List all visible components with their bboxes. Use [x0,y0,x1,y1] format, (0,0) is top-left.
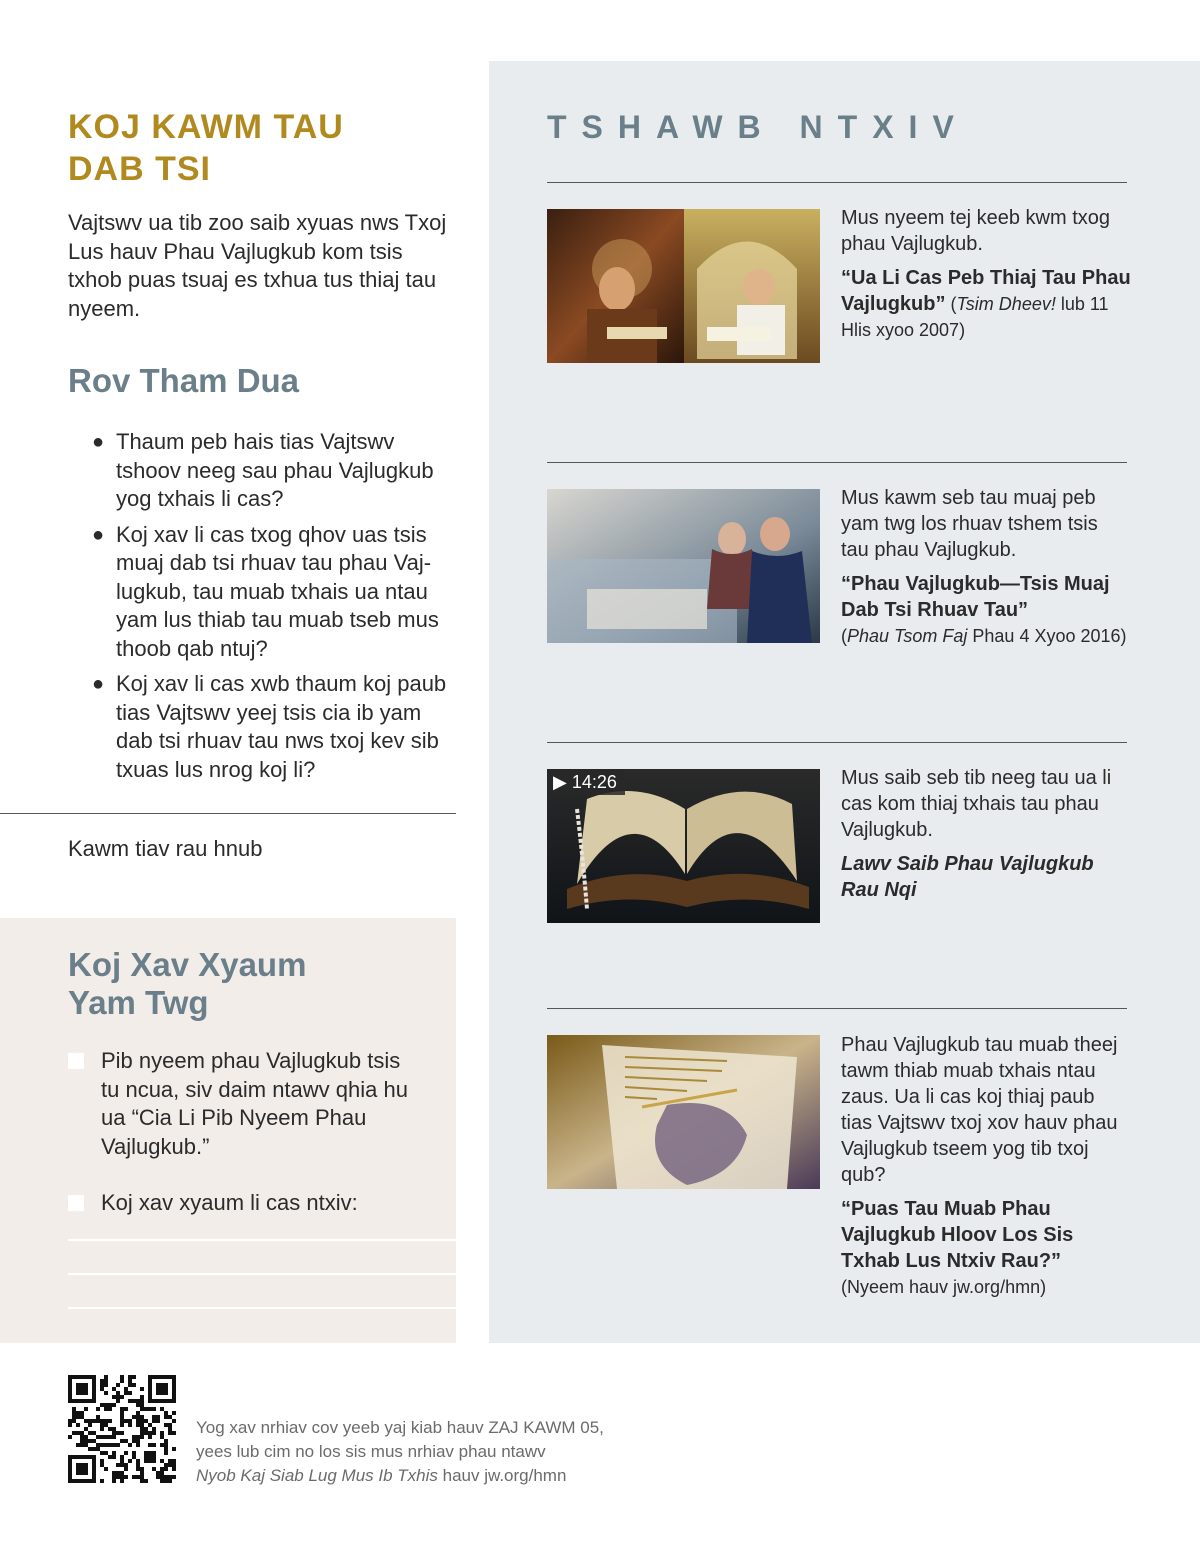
qr-module [156,1471,160,1475]
qr-module [84,1435,88,1439]
source-publication: Tsim Dheev! [956,294,1056,314]
qr-module [92,1419,96,1423]
qr-module [88,1419,92,1423]
qr-module [120,1439,124,1443]
qr-module [152,1407,156,1411]
qr-module [96,1419,100,1423]
article-title[interactable]: “Phau Vajlugkub—Tsis Muaj Dab Tsi Rhuav Tau” [841,573,1110,621]
qr-module [172,1463,176,1467]
qr-module [152,1415,156,1419]
source-issue: lub 11 Hlis xyoo 2007) [841,294,1109,340]
qr-module [148,1431,152,1435]
footer-line: yees lub cim no los sis mus nrhiav phau ntawv [196,1442,546,1461]
entry-description: Phau Vajlugkub tau muab theej tawm thiab muab txhais ntau zaus. Ua li cas koj thiaj paub tias Vajtswv txoj xov hauv phau Vajlugkub tseem yog tib txoj qub? [841,1034,1118,1186]
qr-module [68,1423,72,1427]
qr-module [100,1435,104,1439]
qr-module [120,1479,124,1483]
entry-text [841,205,1131,343]
qr-module [68,1419,72,1423]
practice-item[interactable] [68,1047,408,1161]
qr-module [116,1395,120,1399]
qr-module [108,1403,112,1407]
footer-line [196,1464,716,1488]
qr-module [140,1475,144,1479]
qr-module [104,1407,108,1411]
qr-module [164,1451,168,1455]
qr-module [76,1431,80,1435]
practice-item[interactable] [68,1189,408,1218]
book-title: Nyob Kaj Siab Lug Mus Ib Txhis [196,1466,438,1485]
qr-module [136,1435,140,1439]
qr-module [92,1431,96,1435]
qr-module [104,1467,108,1471]
date-divider [0,813,456,814]
qr-module [116,1443,120,1447]
qr-module [140,1467,144,1471]
qr-module [96,1447,100,1451]
qr-module [144,1431,148,1435]
qr-module [124,1475,128,1479]
qr-module [128,1383,132,1387]
footer-site: hauv jw.org/hmn [437,1466,567,1485]
qr-module [84,1419,88,1423]
article-title[interactable]: “Ua Li Cas Peb Thiaj Tau Phau Vajlugkub” [841,267,1131,315]
qr-module [120,1475,124,1479]
qr-module [92,1439,96,1443]
hand-writing-image[interactable] [547,1035,820,1189]
qr-module [116,1391,120,1395]
qr-module [108,1435,112,1439]
qr-module [172,1431,176,1435]
qr-module [140,1403,144,1407]
practice-heading: Koj Xav Xyaum Yam Twg [68,946,307,1021]
qr-module [128,1459,132,1463]
source-publication: Phau Tsom Faj [847,626,968,646]
qr-module [136,1403,140,1407]
qr-module [160,1479,164,1483]
qr-module [112,1455,116,1459]
qr-module [128,1423,132,1427]
practice-item-label: Koj xav xyaum li cas ntxiv: [101,1190,358,1215]
qr-module [108,1407,112,1411]
qr-module [108,1427,112,1431]
qr-module [124,1467,128,1471]
source-issue: Phau 4 Xyoo 2016) [967,626,1127,646]
qr-module [88,1447,92,1451]
qr-module [116,1463,120,1467]
qr-module [84,1407,88,1411]
qr-module [160,1459,164,1463]
qr-module [100,1427,104,1431]
qr-module [80,1439,84,1443]
qr-module [84,1443,88,1447]
video-title[interactable]: Lawv Saib Phau Vajlugkub Rau Nqi [841,853,1094,901]
list-item [92,428,452,514]
qr-module [112,1435,116,1439]
entry-description: Mus saib seb tib neeg tau ua li cas kom thiaj txhais tau phau Vajlugkub. [841,767,1112,841]
entry-reference[interactable] [841,571,1131,649]
review-question: Koj xav li cas xwb thaum koj paub tias Vajtswv yeej tsis cia ib yam dab tsi rhuav tau nws txoj kev sib txuas lus nrog koj li? [116,671,447,782]
research-title: TSHAWB NTXIV [547,109,969,145]
qr-module [148,1443,152,1447]
qr-module [140,1415,144,1419]
qr-module [100,1459,104,1463]
qr-module [116,1383,120,1387]
qr-module [136,1439,140,1443]
qr-module [168,1431,172,1435]
qr-module [104,1451,108,1455]
qr-module [172,1447,176,1451]
qr-module [160,1467,164,1471]
qr-module [164,1423,168,1427]
list-item [92,670,452,784]
review-questions [92,428,452,791]
qr-module [112,1479,116,1483]
qr-module [136,1411,140,1415]
qr-module [116,1431,120,1435]
qr-module [168,1479,172,1483]
qr-module [112,1431,116,1435]
qr-module [112,1471,116,1475]
video-thumbnail[interactable] [547,769,820,923]
qr-module [72,1407,76,1411]
qr-module [88,1431,92,1435]
qr-module [140,1419,144,1423]
qr-module [100,1387,104,1391]
qr-module [168,1415,172,1419]
qr-module [140,1431,144,1435]
qr-module [168,1475,172,1479]
bullet-icon: ● [92,673,105,695]
qr-module [132,1455,136,1459]
qr-module [136,1463,140,1467]
qr-module [148,1435,152,1439]
qr-module [140,1471,144,1475]
qr-module [136,1419,140,1423]
qr-module [104,1403,108,1407]
qr-module [104,1391,108,1395]
qr-module [164,1439,168,1443]
qr-module [136,1443,140,1447]
qr-module [140,1479,144,1483]
qr-module [132,1475,136,1479]
qr-module [128,1379,132,1383]
qr-module [156,1475,160,1479]
qr-module [132,1375,136,1379]
qr-module [140,1427,144,1431]
qr-module [164,1467,168,1471]
qr-module [116,1471,120,1475]
list-item [92,521,452,664]
qr-module [172,1411,176,1415]
qr-module [128,1399,132,1403]
checkbox[interactable] [68,1195,84,1211]
qr-module [112,1427,116,1431]
qr-module [80,1435,84,1439]
article-title[interactable]: “Puas Tau Muab Phau Vajlugkub Hloov Los Sis Txhab Lus Ntxiv Rau?” [841,1198,1074,1272]
qr-module [84,1427,88,1431]
qr-module [124,1387,128,1391]
qr-module [164,1415,168,1419]
entry-reference[interactable] [841,265,1131,343]
qr-module [160,1435,164,1439]
qr-module [104,1383,108,1387]
entry-text [841,1032,1131,1300]
date-completed-label: Kawm tiav rau hnub [68,836,263,861]
qr-module [100,1419,104,1423]
qr-module [128,1391,132,1395]
footer-note [196,1416,716,1488]
qr-module [132,1439,136,1443]
qr-module [104,1379,108,1383]
qr-module [132,1435,136,1439]
qr-module [72,1419,76,1423]
page-title: KOJ KAWM TAU DAB TSI [68,108,344,188]
writing-line[interactable] [68,1273,456,1275]
qr-module [72,1411,76,1415]
qr-module [124,1391,128,1395]
qr-module [120,1419,124,1423]
entry-description: Mus kawm seb tau muaj peb yam twg los rhuav tshem tsis tau phau Vajlugkub. [841,487,1098,561]
qr-module [152,1443,156,1447]
qr-module [160,1471,164,1475]
qr-module [168,1423,172,1427]
qr-module [124,1407,128,1411]
qr-module [144,1479,148,1483]
practice-item-label: Pib nyeem phau Vajlugkub tsis tu ncua, siv daim ntawv qhia hu ua “Cia Li Pib Nyeem Phau Vajlugkub.” [101,1048,408,1159]
qr-module [88,1423,92,1427]
qr-module [152,1467,156,1471]
qr-module [100,1383,104,1387]
qr-module [132,1415,136,1419]
qr-module [128,1419,132,1423]
qr-module [120,1407,124,1411]
checkbox[interactable] [68,1053,84,1069]
qr-module [136,1399,140,1403]
qr-module [164,1447,168,1451]
bullet-icon: ● [92,523,105,546]
qr-module [148,1423,152,1427]
intro-paragraph: Vajtswv ua tib zoo saib xyuas nws Txoj Lus hauv Phau Vajlugkub kom tsis txhob puas tsuaj es txhua tus thiaj tau nyeem. [68,210,447,321]
qr-module [168,1459,172,1463]
qr-module [152,1427,156,1431]
qr-module [120,1395,124,1399]
qr-module [120,1459,124,1463]
qr-module [136,1423,140,1427]
qr-module [140,1423,144,1427]
qr-module [164,1411,168,1415]
qr-module [164,1479,168,1483]
qr-module [156,1415,160,1419]
play-badge[interactable] [547,769,625,795]
qr-module [104,1423,108,1427]
writing-line[interactable] [68,1239,456,1241]
qr-module [152,1419,156,1423]
qr-module [96,1443,100,1447]
qr-module [108,1443,112,1447]
qr-module [172,1459,176,1463]
source-note: (Nyeem hauv jw.org/hmn) [841,1277,1047,1297]
qr-module [144,1427,148,1431]
manuscript-exhibit-image[interactable] [547,489,820,643]
qr-module [168,1463,172,1467]
qr-module [80,1411,84,1415]
qr-module [96,1435,100,1439]
qr-module [120,1415,124,1419]
qr-module [164,1463,168,1467]
qr-module [76,1411,80,1415]
review-heading: Rov Tham Dua [68,362,300,399]
qr-module [172,1467,176,1471]
qr-module [72,1415,76,1419]
entry-divider [547,462,1127,463]
entry-divider [547,182,1127,183]
qr-module [124,1419,128,1423]
qr-module [108,1455,112,1459]
qr-module [120,1375,124,1379]
qr-module [136,1459,140,1463]
qr-module [168,1427,172,1431]
qr-module [136,1415,140,1419]
qr-module [164,1475,168,1479]
qr-module [140,1435,144,1439]
entry-divider [547,1008,1127,1009]
qr-module [148,1407,152,1411]
qr-module [144,1407,148,1411]
qr-module [96,1407,100,1411]
footer-line: Yog xav nrhiav cov yeeb yaj kiab hauv ZAJ KAWM 05, [196,1418,604,1437]
qr-module [72,1431,76,1435]
qr-module [104,1419,108,1423]
qr-module [152,1431,156,1435]
qr-module [120,1411,124,1415]
qr-module [112,1475,116,1479]
qr-module [88,1439,92,1443]
qr-module [100,1403,104,1407]
qr-module [120,1431,124,1435]
qr-module [136,1475,140,1479]
qr-module [112,1395,116,1399]
source-open: ( [841,626,847,646]
source-open: ( [945,294,957,314]
qr-module [100,1451,104,1455]
qr-module [96,1415,100,1419]
qr-module [104,1375,108,1379]
qr-code[interactable] [68,1375,176,1483]
scribe-and-reader-image[interactable] [547,209,820,363]
qr-module [112,1403,116,1407]
qr-module [164,1443,168,1447]
qr-module [76,1415,80,1419]
qr-module [132,1383,136,1387]
qr-module [84,1439,88,1443]
qr-module [140,1407,144,1411]
qr-module [108,1419,112,1423]
entry-description: Mus nyeem tej keeb kwm txog phau Vajlugkub. [841,207,1110,255]
qr-module [100,1423,104,1427]
review-question: Thaum peb hais tias Vajtswv tshoov neeg sau phau Vajlugkub yog txhais li cas? [116,429,434,511]
qr-module [140,1387,144,1391]
qr-module [160,1475,164,1479]
writing-line[interactable] [68,1307,456,1309]
qr-module [140,1395,144,1399]
qr-module [132,1399,136,1403]
qr-module [80,1431,84,1435]
qr-module [160,1431,164,1435]
qr-module [104,1443,108,1447]
qr-module [160,1407,164,1411]
qr-module [68,1435,72,1439]
qr-module [100,1379,104,1383]
qr-module [124,1451,128,1455]
qr-module [92,1447,96,1451]
qr-module [120,1471,124,1475]
qr-module [156,1419,160,1423]
review-question: Koj xav li cas txog qhov uas tsis muaj dab tsi rhuav tau phau Vaj-lugkub, tau muab txhais ua ntau yam lus thiab tau muab tseb mus thoob qab ntuj? [116,521,439,661]
qr-module [172,1475,176,1479]
qr-module [100,1463,104,1467]
qr-module [112,1387,116,1391]
video-duration: 14:26 [571,772,617,792]
qr-module [76,1423,80,1427]
qr-module [120,1463,124,1467]
qr-module [80,1443,84,1447]
entry-text [841,765,1131,903]
qr-module [80,1415,84,1419]
qr-module [120,1379,124,1383]
qr-module [124,1439,128,1443]
qr-module [160,1443,164,1447]
qr-module [132,1451,136,1455]
qr-module [136,1467,140,1471]
qr-module [172,1419,176,1423]
qr-module [128,1443,132,1447]
qr-module [120,1423,124,1427]
qr-module [100,1443,104,1447]
qr-module [76,1443,80,1447]
entry-divider [547,742,1127,743]
qr-module [140,1399,144,1403]
entry-text [841,485,1131,649]
qr-module [112,1443,116,1447]
bullet-icon: ● [92,431,105,453]
qr-module [104,1435,108,1439]
qr-module [100,1479,104,1483]
qr-module [112,1451,116,1455]
qr-module [116,1475,120,1479]
qr-module [144,1419,148,1423]
qr-module [116,1399,120,1403]
play-icon: ▶ [553,772,567,792]
qr-module [124,1463,128,1467]
qr-module [128,1375,132,1379]
qr-module [120,1455,124,1459]
